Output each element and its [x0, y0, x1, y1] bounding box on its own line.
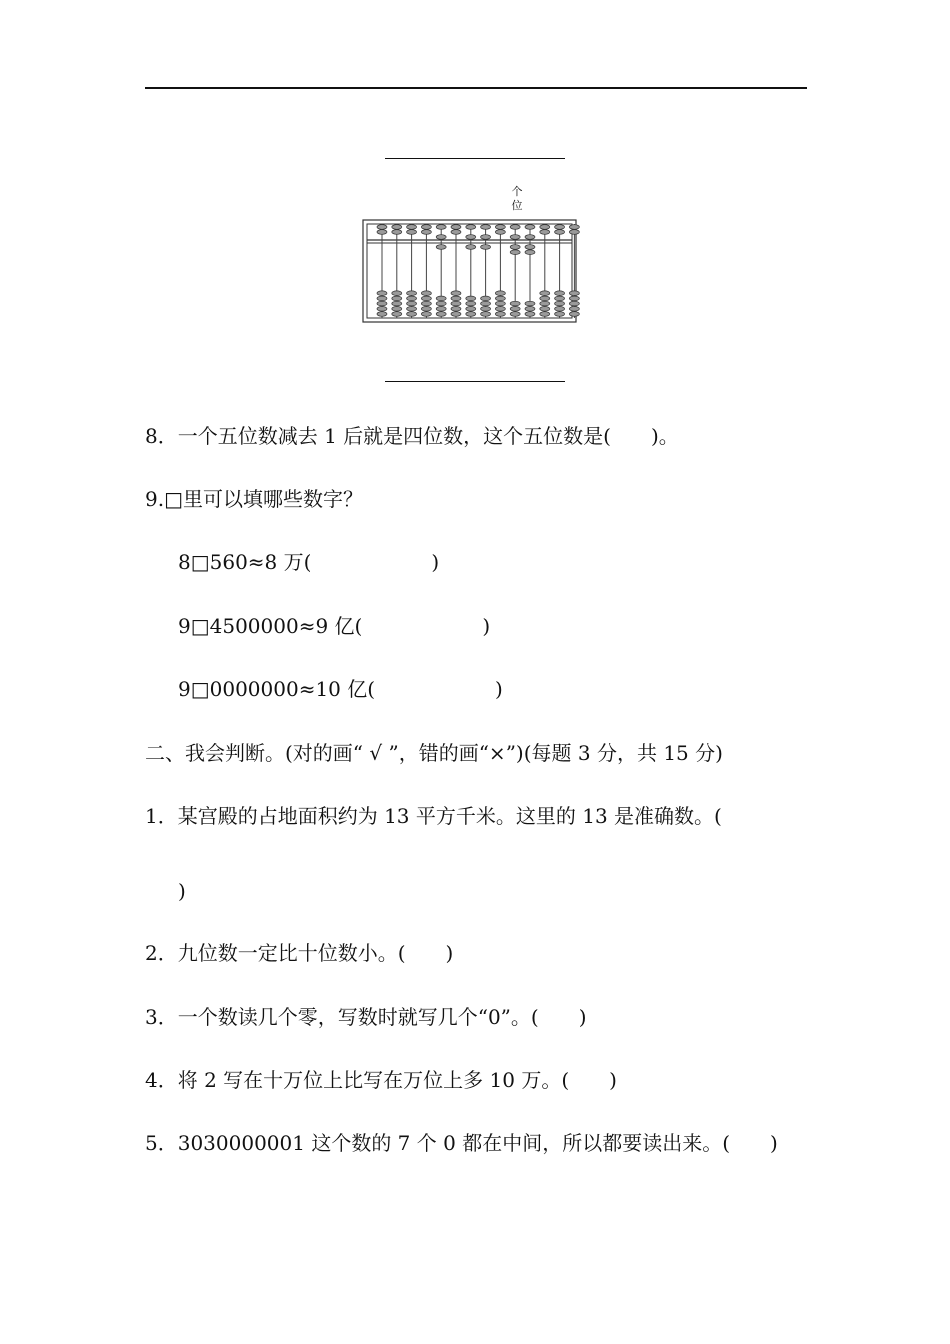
abacus-lower-bead: [555, 291, 565, 296]
place-label-char-2: 位: [511, 199, 523, 212]
top-rule: [145, 87, 807, 89]
abacus-upper-bead: [540, 230, 550, 235]
abacus-upper-bead: [466, 235, 476, 240]
abacus-lower-bead: [392, 307, 402, 312]
abacus-upper-bead: [466, 225, 476, 230]
abacus-lower-bead: [510, 312, 520, 317]
abacus-upper-bead: [525, 235, 535, 240]
abacus-lower-bead: [466, 245, 476, 250]
abacus-lower-bead: [555, 296, 565, 301]
question-9a: 8□560≈8 万( ): [178, 550, 440, 574]
abacus-lower-bead: [436, 301, 446, 306]
abacus-upper-bead: [451, 230, 461, 235]
abacus-lower-bead: [540, 307, 550, 312]
judge-item-2: 2．九位数一定比十位数小。( ): [145, 941, 454, 965]
abacus-lower-bead: [481, 312, 491, 317]
abacus-lower-bead: [421, 307, 431, 312]
abacus-lower-bead: [510, 307, 520, 312]
abacus-upper-bead: [495, 225, 505, 230]
abacus-upper-bead: [555, 225, 565, 230]
abacus-upper-bead: [377, 225, 387, 230]
abacus-lower-bead: [466, 307, 476, 312]
abacus-lower-bead: [569, 291, 579, 296]
abacus-lower-bead: [407, 296, 417, 301]
abacus-lower-bead: [451, 301, 461, 306]
abacus-upper-bead: [377, 230, 387, 235]
abacus-lower-bead: [421, 296, 431, 301]
abacus-lower-bead: [525, 312, 535, 317]
abacus-lower-bead: [525, 301, 535, 306]
abacus-lower-bead: [421, 291, 431, 296]
abacus-lower-bead: [407, 312, 417, 317]
abacus-lower-bead: [540, 312, 550, 317]
judge-item-1: 1．某宫殿的占地面积约为 13 平方千米。这里的 13 是准确数。(: [145, 804, 722, 828]
abacus-lower-bead: [510, 250, 520, 255]
abacus-upper-bead: [569, 225, 579, 230]
abacus-lower-bead: [451, 312, 461, 317]
abacus-upper-bead: [421, 230, 431, 235]
abacus-lower-bead: [540, 301, 550, 306]
abacus-lower-bead: [377, 296, 387, 301]
abacus-lower-bead: [540, 296, 550, 301]
judge-item-1-paren: ): [178, 879, 186, 903]
answer-blank-bottom[interactable]: [385, 381, 565, 382]
abacus-lower-bead: [421, 301, 431, 306]
abacus-lower-bead: [481, 245, 491, 250]
abacus-upper-bead: [569, 230, 579, 235]
abacus-lower-bead: [569, 301, 579, 306]
abacus-lower-bead: [436, 307, 446, 312]
abacus-lower-bead: [377, 312, 387, 317]
abacus-upper-bead: [510, 225, 520, 230]
abacus-lower-bead: [495, 301, 505, 306]
abacus-upper-bead: [481, 235, 491, 240]
abacus-lower-bead: [451, 296, 461, 301]
abacus-lower-bead: [555, 312, 565, 317]
question-9c: 9□0000000≈10 亿( ): [178, 677, 503, 701]
abacus-lower-bead: [525, 245, 535, 250]
abacus-upper-bead: [392, 230, 402, 235]
abacus-figure: [360, 183, 580, 325]
abacus-upper-bead: [436, 235, 446, 240]
abacus: [360, 183, 580, 325]
abacus-lower-bead: [407, 307, 417, 312]
abacus-lower-bead: [481, 307, 491, 312]
abacus-lower-bead: [392, 296, 402, 301]
judge-item-4: 4．将 2 写在十万位上比写在万位上多 10 万。( ): [145, 1068, 617, 1092]
abacus-upper-bead: [421, 225, 431, 230]
abacus-upper-bead: [392, 225, 402, 230]
answer-blank-top[interactable]: [385, 158, 565, 159]
abacus-upper-bead: [407, 225, 417, 230]
question-8: 8．一个五位数减去 1 后就是四位数，这个五位数是( )。: [145, 424, 679, 448]
abacus-lower-bead: [510, 245, 520, 250]
abacus-lower-bead: [407, 301, 417, 306]
abacus-lower-bead: [525, 307, 535, 312]
abacus-upper-bead: [407, 230, 417, 235]
abacus-lower-bead: [481, 301, 491, 306]
abacus-lower-bead: [466, 301, 476, 306]
abacus-upper-bead: [481, 225, 491, 230]
abacus-upper-bead: [525, 225, 535, 230]
abacus-upper-bead: [510, 235, 520, 240]
abacus-lower-bead: [569, 296, 579, 301]
abacus-lower-bead: [466, 296, 476, 301]
abacus-lower-bead: [555, 307, 565, 312]
abacus-lower-bead: [569, 312, 579, 317]
abacus-lower-bead: [377, 307, 387, 312]
abacus-upper-bead: [555, 230, 565, 235]
abacus-upper-bead: [436, 225, 446, 230]
judge-item-5: 5．3030000001 这个数的 7 个 0 都在中间，所以都要读出来。( ): [145, 1131, 778, 1155]
abacus-lower-bead: [377, 291, 387, 296]
abacus-upper-bead: [451, 225, 461, 230]
abacus-lower-bead: [555, 301, 565, 306]
abacus-lower-bead: [495, 312, 505, 317]
abacus-lower-bead: [540, 291, 550, 296]
ones-place-label: [510, 185, 524, 213]
abacus-lower-bead: [421, 312, 431, 317]
question-9b: 9□4500000≈9 亿( ): [178, 614, 491, 638]
section-2-title: 二、我会判断。(对的画“ √ ”，错的画“×”)(每题 3 分，共 15 分): [145, 741, 723, 765]
abacus-lower-bead: [407, 291, 417, 296]
abacus-lower-bead: [481, 296, 491, 301]
abacus-lower-bead: [392, 291, 402, 296]
abacus-lower-bead: [436, 312, 446, 317]
abacus-lower-bead: [436, 245, 446, 250]
abacus-lower-bead: [392, 301, 402, 306]
abacus-lower-bead: [495, 291, 505, 296]
abacus-lower-bead: [436, 296, 446, 301]
abacus-lower-bead: [510, 301, 520, 306]
abacus-lower-bead: [569, 307, 579, 312]
abacus-lower-bead: [451, 307, 461, 312]
abacus-lower-bead: [377, 301, 387, 306]
question-9: 9.□里可以填哪些数字？: [145, 487, 363, 511]
judge-item-3: 3．一个数读几个零，写数时就写几个“0”。( ): [145, 1005, 587, 1029]
abacus-lower-bead: [451, 291, 461, 296]
abacus-upper-bead: [540, 225, 550, 230]
abacus-lower-bead: [495, 307, 505, 312]
abacus-lower-bead: [525, 250, 535, 255]
abacus-upper-bead: [495, 230, 505, 235]
place-label-char-1: 个: [511, 185, 523, 198]
abacus-lower-bead: [495, 296, 505, 301]
abacus-lower-bead: [466, 312, 476, 317]
abacus-lower-bead: [392, 312, 402, 317]
